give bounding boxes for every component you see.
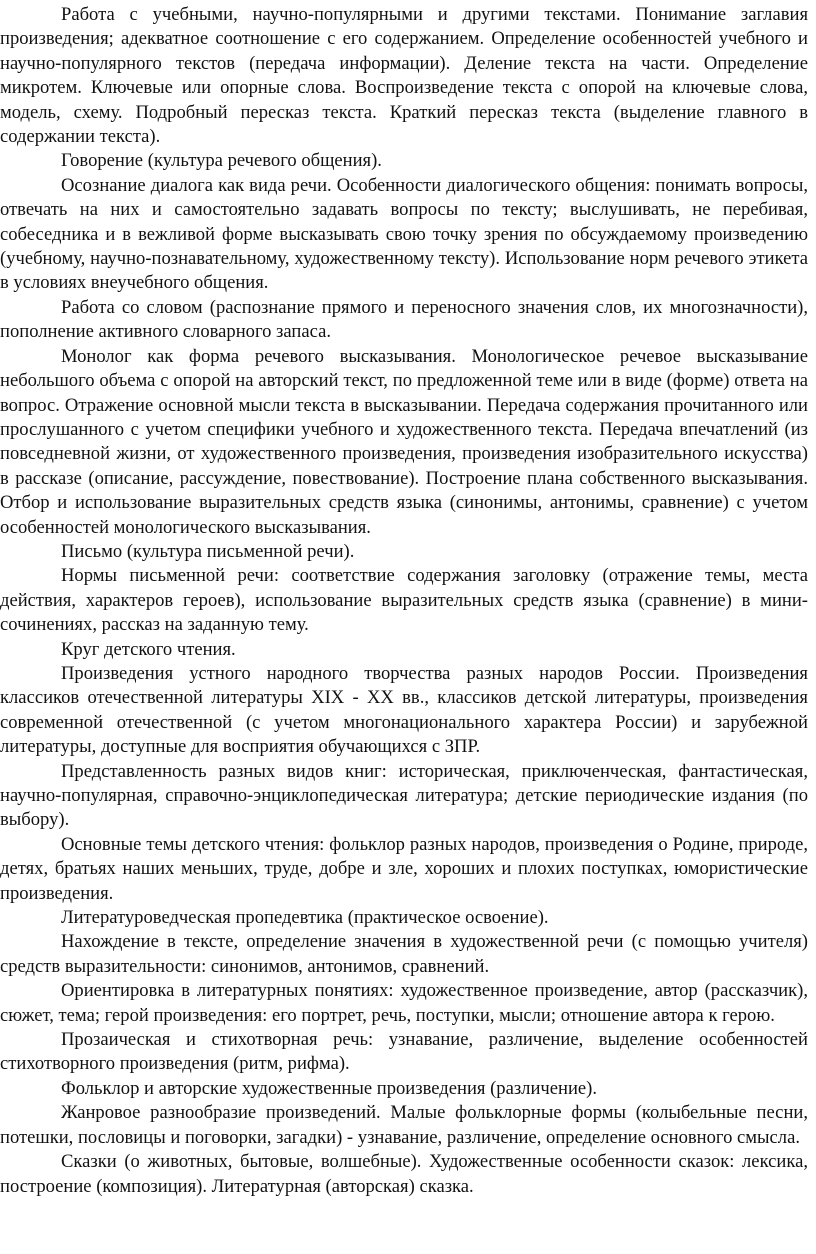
heading-writing: Письмо (культура письменной речи).	[61, 540, 355, 562]
paragraph-word-work: Работа со словом (распознание прямого и переносного значения слов, их многозначности), пополнение активного словарного запаса.	[0, 296, 808, 343]
paragraph-genres: Жанровое разнообразие произведений. Малые фольклорные формы (колыбельные песни, потешки, пословицы и поговорки, загадки) - узнавание, различение, определение основного смысла.	[0, 1102, 808, 1148]
paragraph-expressive-means: Нахождение в тексте, определение значения в художественной речи (с помощью учителя) средств выразительности: синонимов, антонимов, сравнений.	[0, 931, 808, 977]
paragraph-literary-concepts: Ориентировка в литературных понятиях: художественное произведение, автор (рассказчик), сюжет, тема; герой произведения: его портрет, речь, поступки, мысли; отношение автора к герою.	[0, 980, 808, 1026]
paragraph-dialogue: Осознание диалога как вида речи. Особенности диалогического общения: понимать вопросы, отвечать на них и самостоятельно задавать вопросы по тексту; выслушивать, не перебивая, собеседника и в вежливой форме высказывать свою точку зрения по обсуждаемому произведению (учебному, научно-познавательному, художественному тексту). Использование норм речевого этикета в условиях внеучебного общения.	[0, 174, 808, 294]
paragraph-fairy-tales: Сказки (о животных, бытовые, волшебные). Художественные особенности сказок: лексика, построение (композиция). Литературная (авторская) сказка.	[0, 1151, 808, 1197]
heading-literary-propaedeutics: Литературоведческая пропедевтика (практическое освоение).	[61, 907, 549, 929]
paragraph-folklore-vs-author: Фольклор и авторские художественные произведения (различение).	[61, 1077, 598, 1099]
paragraph-monologue: Монолог как форма речевого высказывания. Монологическое речевое высказывание небольшого объема с опорой на авторский текст, по предложенной теме или в виде (форме) ответа на вопрос. Отражение основной мысли текста в высказывании. Передача содержания прочитанного или прослушанного с учетом специфики учебного и художественного текста. Передача впечатлений (из повседневной жизни, от художественного произведения, произведения изобразительного искусства) в рассказе (описание, рассуждение, повествование). Построение плана собственного высказывания. Отбор и использование выразительных средств языка (синонимы, антонимы, сравнение) с учетом особенностей монологического высказывания.	[0, 345, 808, 538]
paragraph-writing-norms: Нормы письменной речи: соответствие содержания заголовку (отражение темы, места действия, характеров героев), использование выразительных средств языка (сравнение) в мини-сочинениях, рассказ на заданную тему.	[0, 565, 808, 636]
paragraph-folk-works: Произведения устного народного творчества разных народов России. Произведения классиков отечественной литературы XIX - XX вв., классиков детской литературы, произведения современной отечественной (с учетом многонационального характера России) и зарубежной литературы, доступные для восприятия обучающихся с ЗПР.	[0, 662, 808, 758]
paragraph-reading-themes: Основные темы детского чтения: фольклор разных народов, произведения о Родине, природе, детях, братьях наших меньших, труде, добре и зле, хороших и плохих поступках, юмористические произведения.	[0, 833, 808, 904]
paragraph-book-types: Представленность разных видов книг: историческая, приключенческая, фантастическая, научно-популярная, справочно-энциклопедическая литература; детские периодические издания (по выбору).	[0, 760, 808, 831]
paragraph-reading-texts: Работа с учебными, научно-популярными и другими текстами. Понимание заглавия произведения; адекватное соотношение с его содержанием. Определение особенностей учебного и научно-популярного текстов (передача информации). Деление текста на части. Определение микротем. Ключевые или опорные слова. Воспроизведение текста с опорой на ключевые слова, модель, схему. Подробный пересказ текста. Краткий пересказ текста (выделение главного в содержании текста).	[0, 4, 808, 148]
heading-speaking: Говорение (культура речевого общения).	[61, 150, 382, 172]
heading-reading-circle: Круг детского чтения.	[61, 638, 236, 660]
paragraph-prose-poetry: Прозаическая и стихотворная речь: узнавание, различение, выделение особенностей стихотворного произведения (ритм, рифма).	[0, 1029, 808, 1075]
